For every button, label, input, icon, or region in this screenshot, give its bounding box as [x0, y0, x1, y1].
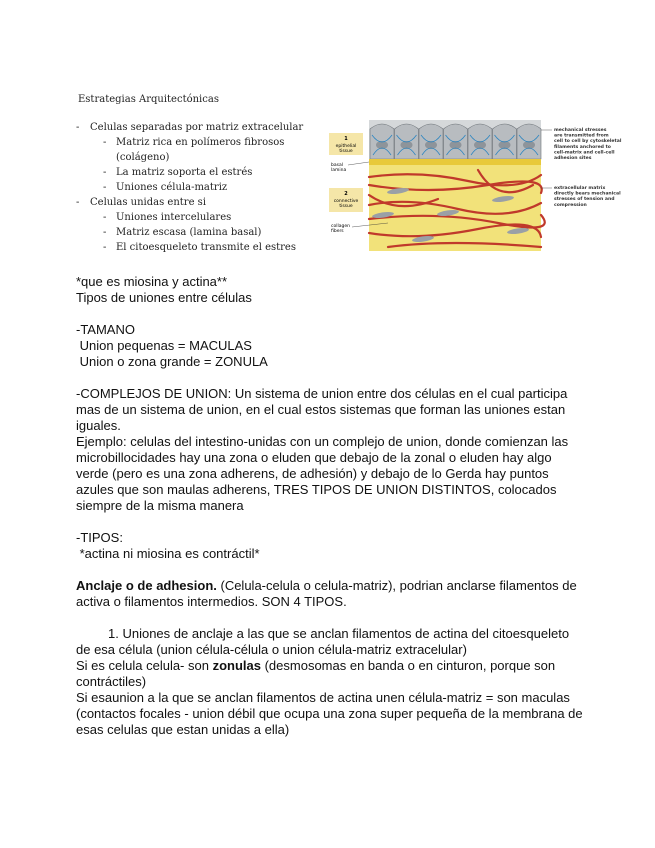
outline-list [76, 120, 321, 255]
anclaje-text: (Celula-celula o celula-matriz), podrian anclarse filamentos de activa o filamentos intermedios. SON 4 TIPOS. [76, 578, 577, 609]
annotation-line: cell-matrix and cell-cell [554, 150, 615, 156]
item-1-paragraph: 1. Uniones de anclaje a las que se anclan filamentos de actina del citoesqueleto de esa célula (union célula-célula o union célula-matriz extracelular) [76, 626, 570, 657]
body-text [76, 274, 586, 738]
note-miosina: *que es miosina y actina** [76, 274, 228, 289]
outline-item: - Uniones célula-matriz [76, 180, 321, 195]
annotation-line: filaments anchored to [554, 144, 611, 150]
outline-item: - Matriz rica en polímeros fibrosos (colágeno) [76, 135, 321, 165]
tipos-note: *actina ni miosina es contráctil* [76, 546, 260, 561]
label-2-line-a: connective [333, 199, 359, 204]
annotation-line: directly bears mechanical [554, 191, 621, 197]
page-title: Estrategias Arquitectónicas [78, 94, 219, 105]
tissue-diagram [328, 115, 628, 255]
label-2-line-b: tissue [339, 204, 353, 209]
anclaje-title: Anclaje o de adhesion. [76, 578, 217, 593]
outline-item: - Matriz escasa (lamina basal) [76, 225, 321, 240]
zonulas-term: zonulas [212, 658, 261, 673]
outline-item: - Uniones intercelulares [76, 210, 321, 225]
label-basal [331, 162, 369, 173]
label-basal-line-a: basal [331, 163, 343, 168]
tamano-line-1: Union pequenas = MACULAS [76, 338, 252, 353]
tamano-line-2: Union o zona grande = ZONULA [76, 354, 268, 369]
outline-item: - Celulas separadas por matriz extracelular [76, 120, 321, 135]
si-matriz-paragraph: Si esaunion a la que se anclan filamentos de actina unen célula-matriz = son maculas (contactos focales - union débil que ocupa una zona super pequeña de la membrana de esas celulas que estan unidas a ella) [76, 690, 583, 737]
si-celula-post: (desmosomas en banda o en cinturon, porque son contráctiles) [76, 658, 556, 689]
annotation-line: adhesion sites [554, 156, 592, 161]
annotation-line: stresses of tension and [554, 197, 615, 203]
annotation-line: compression [554, 202, 587, 208]
label-1-number: 1 [344, 136, 348, 142]
label-epithelial [329, 133, 363, 155]
right-annotation-bottom [554, 185, 621, 208]
label-collagen-line-b: fibers [331, 229, 344, 234]
annotation-line: extracellular matrix [554, 186, 606, 191]
label-collagen-line-a: collagen [331, 224, 350, 229]
basal-lamina-band [369, 159, 541, 165]
label-1-line-a: epithelial [335, 144, 357, 149]
tipos-heading: -TIPOS: [76, 530, 123, 545]
annotation-line: are transmitted from [554, 133, 609, 139]
label-1-line-b: tissue [339, 149, 353, 154]
complejos-paragraph: -COMPLEJOS DE UNION: Un sistema de union entre dos células en el cual participa mas de un sistema de union, en el cual estos sistemas que forman las uniones estan iguales. [76, 386, 568, 433]
outline-item: - El citoesqueleto transmite el estres [76, 240, 321, 255]
outline-item: - La matriz soporta el estrés [76, 165, 321, 180]
anclaje-paragraph [76, 578, 586, 610]
right-annotation-top [554, 127, 622, 161]
outline-item: - Celulas unidas entre si [76, 195, 321, 210]
label-basal-line-b: lamina [331, 168, 347, 173]
tamano-heading: -TAMANO [76, 322, 135, 337]
ejemplo-paragraph: Ejemplo: celulas del intestino-unidas con un complejo de union, donde comienzan las microbillocidades hay una zona o eluden que debajo de la zonal o eluden hay algo verde (pero es una zona adherens, de adhesión) y debajo de lo Gerda hay puntos azules que son maulas adherens, TRES TIPOS DE UNION DISTINTOS, colocados siempre de la misma manera [76, 434, 569, 513]
label-2-number: 2 [344, 191, 348, 197]
si-celula-pre: Si es celula celula- son [76, 658, 213, 673]
label-connective [329, 188, 363, 212]
annotation-line: cell to cell by cytoskeletal [554, 139, 622, 145]
heading-tipos-uniones: Tipos de uniones entre células [76, 290, 252, 305]
si-celula-paragraph [76, 658, 586, 690]
epithelial-cells [370, 124, 541, 159]
annotation-line: mechanical stresses [554, 128, 607, 133]
